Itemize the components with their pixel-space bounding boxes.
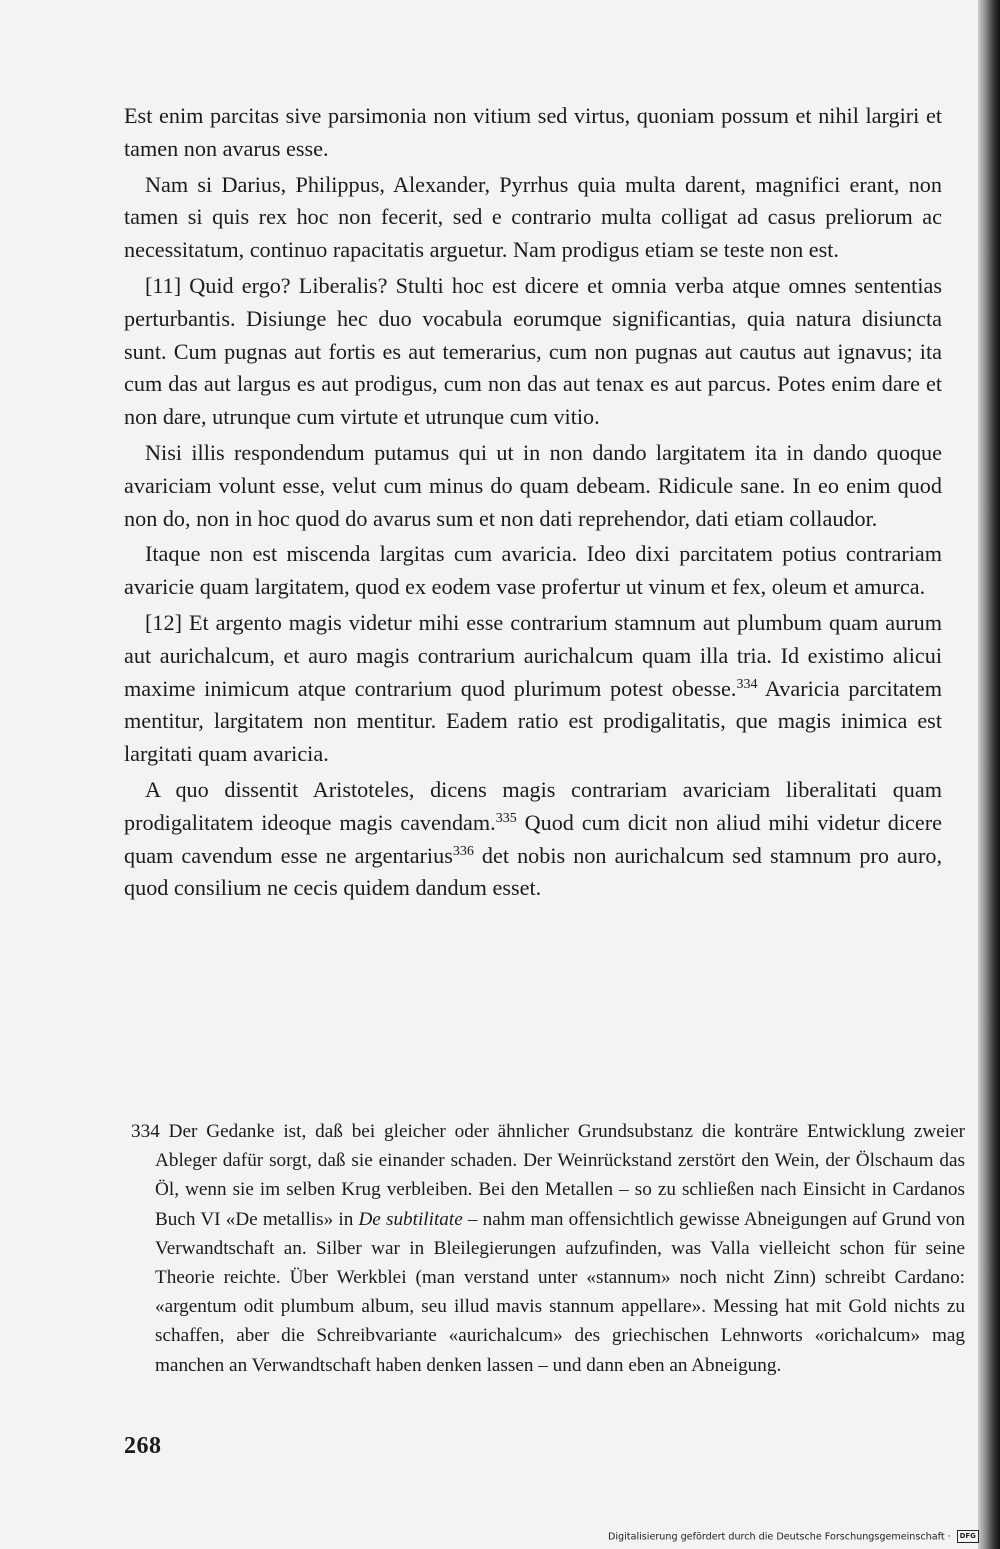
footnote-number: 334 xyxy=(131,1121,160,1142)
paragraph-text: [12] Et argento magis videtur mihi esse contrarium stamnum aut plumbum quam aurum aut aurichalcum, et auro magis contrarium aurichalcum quam illa tria. Id existimo alicui maxime inimicum atque contrarium quod plurimum potest obesse. xyxy=(124,609,942,701)
footnote-334 xyxy=(131,1117,965,1380)
footnote-ref[interactable]: 335 xyxy=(495,810,517,826)
paragraph xyxy=(124,270,942,434)
footnote-text-before: Der Gedanke ist, daß bei gleicher oder ähnlicher Grundsubstanz die konträre Entwicklung zweier Ableger dafür sorgt, daß sie einander schaden. Der Weinrückstand zerstört den Wein, der Ölschaum das Öl, wenn sie im selben Krug verbleiben. Bei den Metallen – so zu schließen nach Einsicht in Cardanos Buch VI «De metallis» in xyxy=(155,1121,966,1230)
digitization-credit xyxy=(608,1530,978,1543)
paragraph xyxy=(124,774,942,905)
paragraph-text: Itaque non est miscenda largitas cum avaricia. Ideo dixi parcitatem potius contrariam avaricie quam largitatem, quod ex eodem vase profertur ut vinum et fex, oleum et amurca. xyxy=(124,541,942,600)
paragraph-text: A quo dissentit Aristoteles, dicens magis contrariam avariciam liberalitati quam prodigalitatem ideoque magis cavendam. xyxy=(124,776,942,835)
credit-text: Digitalisierung gefördert durch die Deutsche Forschungsgemeinschaft · xyxy=(608,1531,951,1543)
paragraph-text: [11] Quid ergo? Liberalis? Stulti hoc est dicere et omnia verba atque omnes sententias perturbantis. Disiunge hec duo vocabula eorumque significantias, quia natura disiuncta sunt. Cum pugnas aut fortis es aut temerarius, cum non pugnas aut cautus aut ignavus; ita cum das aut largus es aut prodigus, cum non das aut tenax es aut parcus. Potes enim dare et non dare, utrunque cum virtute et utrunque cum vitio. xyxy=(124,272,942,430)
page-number: 268 xyxy=(124,1433,162,1459)
footnote-ref[interactable]: 334 xyxy=(736,676,758,692)
footnote-text-after: – nahm man offensichtlich gewisse Abneigungen auf Grund von Verwandtschaft an. Silber war in Bleilegierungen aufzufinden, was Valla vielleicht schon für seine Theorie reichte. Über Werkblei (man verstand unter «stannum» noch nicht Zinn) schreibt Cardano: «argentum odit plumbum album, seu illud mavis stannum appellare». Messing hat mit Gold nichts zu schaffen, aber die Schreibvariante «aurichalcum» des griechischen Lehnworts «orichalcum» mag manchen an Verwandtschaft haben denken lassen – und dann eben an Abneigung. xyxy=(155,1208,965,1376)
paragraph-text: Nam si Darius, Philippus, Alexander, Pyrrhus quia multa darent, magnifici erant, non tamen si quis rex hoc non fecerit, sed e contrario multa colligat ad casus preliorum ac necessitatum, continuo rapacitatis arguetur. Nam prodigus etiam se teste non est. xyxy=(124,171,942,263)
paragraph-text: Est enim parcitas sive parsimonia non vitium sed virtus, quoniam possum et nihil largiri et tamen non avarus esse. xyxy=(124,103,942,161)
paragraph-text: Avaricia parcitatem mentitur, largitatem non mentitur. Eadem ratio est prodigalitatis, que magis inimica est largitati quam avaricia. xyxy=(124,675,942,767)
paragraph-text: Quod cum dicit non aliud mihi videtur dicere quam cavendum esse ne argentarius xyxy=(124,809,942,868)
paragraph-text: det nobis non aurichalcum sed stamnum pro auro, quod consilium ne cecis quidem dandum esset. xyxy=(124,842,942,901)
main-text xyxy=(124,100,942,908)
paragraph xyxy=(124,607,942,771)
footnote-ref[interactable]: 336 xyxy=(452,843,474,859)
footnote-book-title: De subtilitate xyxy=(358,1208,463,1230)
paragraph xyxy=(124,169,942,267)
paragraph xyxy=(124,538,942,604)
paragraph xyxy=(124,437,942,535)
paragraph-text: Nisi illis respondendum putamus qui ut in non dando largitatem ita in dando quoque avariciam volunt esse, velut cum minus do quam debeam. Ridicule sane. In eo enim quod non do, non in hoc quod do avarus sum et non dati reprehendor, dati etiam collaudor. xyxy=(124,439,942,531)
paragraph xyxy=(124,100,942,166)
dfg-logo: DFG xyxy=(957,1530,979,1543)
book-spine-shadow xyxy=(978,0,1000,1549)
